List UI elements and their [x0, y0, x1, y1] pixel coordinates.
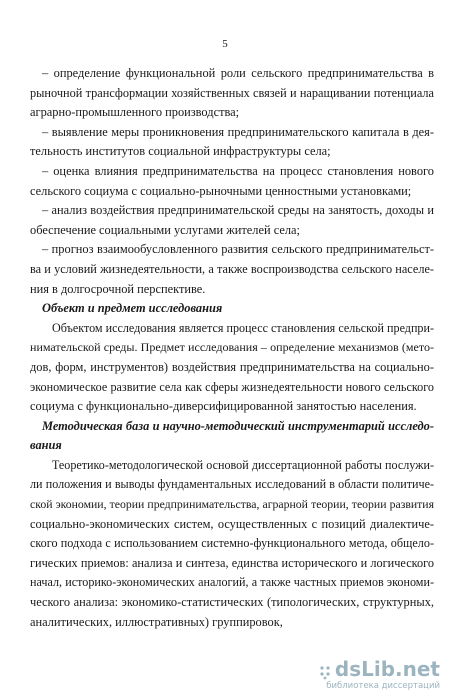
text-line: ческого анализа: экономико-статистических (типологических, структурных,	[30, 595, 434, 610]
text-line: Объектом исследования является процесс становления сельской предпри-	[52, 320, 434, 335]
watermark-tagline: библиотека диссертаций	[326, 681, 440, 691]
text-line: – прогноз взаимообусловленного развития сельского предпринимательст-	[42, 242, 434, 257]
section-heading-line: вания	[30, 438, 62, 453]
text-line: Теоретико-методологической основой диссертационной работы послужи-	[52, 457, 434, 472]
text-line: тельность институтов социальной инфраструктуры села;	[30, 144, 331, 159]
text-line: – анализ воздействия предпринимательской среды на занятость, доходы и	[42, 203, 434, 218]
text-line: рыночной трансформации хозяйственных связей и наращивании потенциала	[30, 85, 434, 100]
text-line: – выявление меры проникновения предпринимательского капитала в дея-	[42, 124, 434, 139]
text-line: экономическое развитие села как сферы жизнедеятельности нового сельского	[30, 379, 434, 394]
text-line: аграрно-промышленного производства;	[30, 105, 240, 120]
text-line: ского подхода с использованием системно-функционального метода, общело-	[30, 536, 434, 551]
text-line: – оценка влияния предпринимательства на процесс становления нового	[42, 163, 434, 178]
section-heading-line: Методическая база и научно-методический инструментарий исследо-	[42, 418, 434, 433]
dots-icon	[318, 664, 334, 680]
text-line: аналитических, иллюстративных) группировок,	[30, 614, 283, 629]
text-line: нимательской среды. Предмет исследования – определение механизмов (мето-	[30, 340, 434, 355]
section-heading-line: Объект и предмет исследования	[42, 301, 223, 316]
text-line: ской экономии, теории предпринимательства, аграрной теории, теории развития	[30, 498, 434, 512]
watermark-logo: dsLib.net	[334, 657, 440, 681]
text-line: ли положения и выводы фундаментальных исследований в области политиче-	[30, 477, 434, 492]
text-line: сельского социума с социально-рыночными ценностными установками;	[30, 183, 412, 198]
text-line: гических приемов: анализа и синтеза, единства исторического и логического	[30, 555, 434, 570]
text-line: социума с функционально-диверсифицированной занятостью населения.	[30, 399, 417, 414]
watermark	[318, 658, 440, 694]
text-line: ва и условий жизнедеятельности, а также воспроизводства сельского населе-	[30, 261, 434, 276]
text-line: обеспечение социальными услугами жителей села;	[30, 222, 300, 237]
text-line: начал, историко-экономических аналогий, а также частных приемов экономи-	[30, 575, 434, 590]
text-line: социально-экономических систем, осуществленных с позиций диалектиче-	[30, 516, 434, 531]
text-line: – определение функциональной роли сельского предпринимательства в	[42, 66, 434, 80]
body-text	[30, 64, 434, 632]
text-line: ния в долгосрочной перспективе.	[30, 281, 206, 296]
text-line: дов, форм, инструментов) воздействия предпринимательства на социально-	[30, 359, 434, 374]
page-number: 5	[222, 38, 228, 50]
